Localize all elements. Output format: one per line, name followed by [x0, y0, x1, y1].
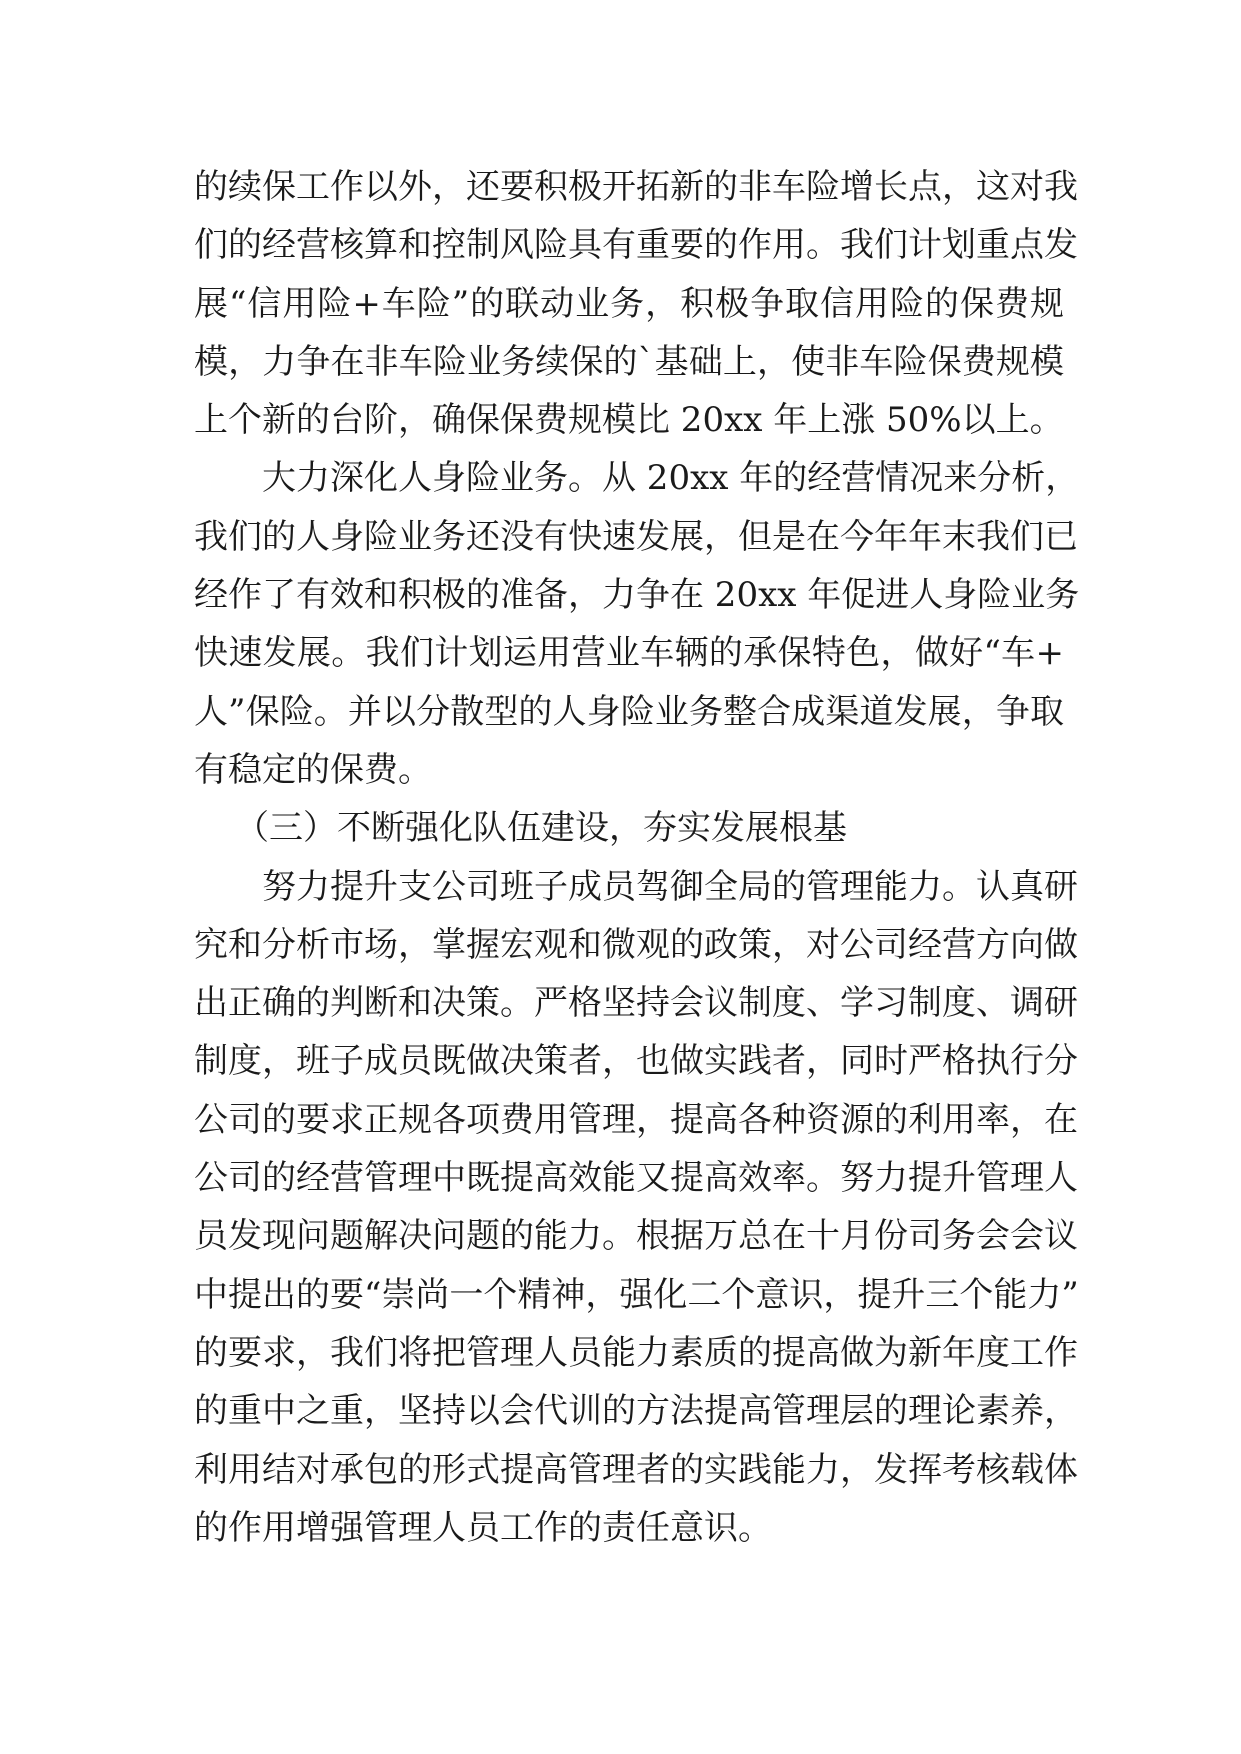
text-line-6: 大力深化人身险业务。从 20xx 年的经营情况来分析， — [262, 458, 1080, 499]
text-line-14: 究和分析市场，掌握宏观和微观的政策，对公司经营方向做 — [194, 924, 1078, 965]
text-line-23: 利用结对承包的形式提高管理者的实践能力，发挥考核载体 — [194, 1449, 1078, 1490]
text-line-2: 们的经营核算和控制风险具有重要的作用。我们计划重点发 — [194, 225, 1078, 266]
text-line-20: 中提出的要“崇尚一个精神，强化二个意识，提升三个能力” — [194, 1274, 1079, 1315]
text-line-9: 快速发展。我们计划运用营业车辆的承保特色，做好“车+ — [194, 633, 1064, 674]
text-line-10: 人”保险。并以分散型的人身险业务整合成渠道发展，争取 — [194, 691, 1064, 732]
text-line-24: 的作用增强管理人员工作的责任意识。 — [194, 1507, 772, 1548]
text-line-4: 模，力争在非车险业务续保的`基础上，使非车险保费规模 — [194, 341, 1064, 382]
text-line-7: 我们的人身险业务还没有快速发展，但是在今年年末我们已 — [194, 516, 1078, 557]
text-line-3: 展“信用险+车险”的联动业务，积极争取信用险的保费规 — [194, 283, 1064, 324]
text-line-16: 制度，班子成员既做决策者，也做实践者，同时严格执行分 — [194, 1041, 1078, 1082]
text-line-11: 有稳定的保费。 — [194, 749, 432, 790]
text-line-15: 出正确的判断和决策。严格坚持会议制度、学习制度、调研 — [194, 983, 1078, 1024]
section-heading: （三）不断强化队伍建设，夯实发展根基 — [235, 808, 847, 849]
text-line-13: 努力提升支公司班子成员驾御全局的管理能力。认真研 — [262, 866, 1078, 907]
document-body — [194, 158, 1080, 1557]
text-line-18: 公司的经营管理中既提高效能又提高效率。努力提升管理人 — [194, 1158, 1078, 1199]
text-line-22: 的重中之重，坚持以会代训的方法提高管理层的理论素养， — [194, 1391, 1078, 1432]
text-line-17: 公司的要求正规各项费用管理，提高各种资源的利用率，在 — [194, 1099, 1078, 1140]
text-line-19: 员发现问题解决问题的能力。根据万总在十月份司务会会议 — [194, 1216, 1078, 1257]
text-line-5: 上个新的台阶，确保保费规模比 20xx 年上涨 50%以上。 — [194, 400, 1064, 441]
text-line-1: 的续保工作以外，还要积极开拓新的非车险增长点，这对我 — [194, 167, 1078, 207]
text-line-8: 经作了有效和积极的准备，力争在 20xx 年促进人身险业务 — [194, 575, 1080, 616]
text-line-21: 的要求，我们将把管理人员能力素质的提高做为新年度工作 — [194, 1332, 1078, 1373]
